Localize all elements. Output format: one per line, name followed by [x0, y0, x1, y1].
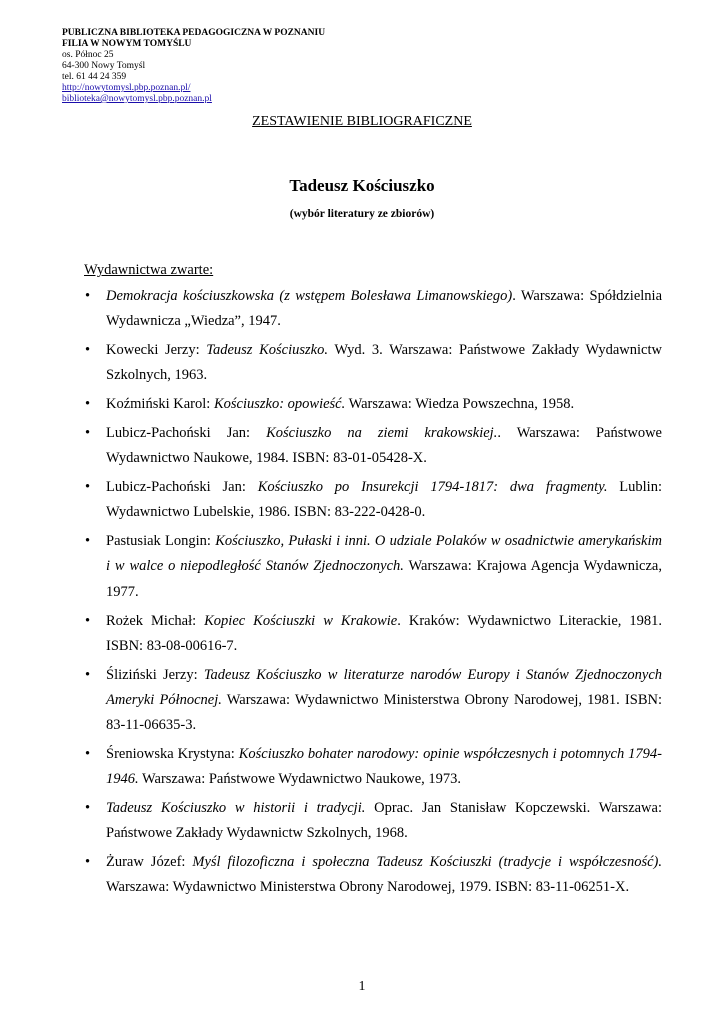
library-header — [62, 28, 325, 105]
bibliography-entry — [84, 338, 662, 388]
entry-title-text: Kopiec Kościuszki w Krakowie — [204, 612, 398, 629]
entry-title-text: Tadeusz Kościuszko w historii i tradycji. — [106, 800, 366, 817]
library-phone: tel. 61 44 24 359 — [62, 72, 127, 82]
library-email-link[interactable]: biblioteka@nowytomysl.pbp.poznan.pl — [62, 94, 212, 104]
entry-title-text: Kościuszko, Pułaski i inni. O udziale Polaków w osadnictwie amerykańskim i w walce o niepodległość Stanów Zjednoczonych. — [106, 533, 662, 575]
entry-title-text: Myśl filozoficzna i społeczna Tadeusz Kościuszki (tradycje i współczesność). — [192, 854, 662, 871]
library-street: os. Północ 25 — [62, 50, 114, 60]
entry-text: . Warszawa: Spółdzielnia Wydawnicza „Wiedza”, 1947. — [106, 288, 662, 330]
document-subtitle: (wybór literatury ze zbiorów) — [289, 208, 435, 220]
library-city: 64-300 Nowy Tomyśl — [62, 61, 146, 71]
entry-title-text: Kościuszko na ziemi krakowskiej. — [266, 425, 498, 442]
entry-title-text: Tadeusz Kościuszko w literaturze narodów Europy i Stanów Zjednoczonych Ameryki Północnej. — [106, 666, 662, 708]
bibliography-entry — [84, 663, 662, 739]
entry-text: Koźmiński Karol: — [106, 396, 214, 413]
entry-text: Wyd. 3. Warszawa: Państwowe Zakłady Wydawnictw Szkolnych, 1963. — [106, 342, 662, 384]
bibliography-entry — [84, 529, 662, 605]
bibliography-entry — [84, 796, 662, 846]
bibliography-entry — [84, 284, 662, 334]
library-name: PUBLICZNA BIBLIOTEKA PEDAGOGICZNA W POZNANIU — [62, 28, 326, 38]
entry-text: Śreniowska Krystyna: — [106, 745, 239, 762]
entry-title-text: Tadeusz Kościuszko. — [206, 342, 328, 359]
entry-text: Warszawa: Wiedza Powszechna, 1958. — [345, 396, 575, 413]
entry-text: Lublin: Wydawnictwo Lubelskie, 1986. ISBN: 83-222-0428-0. — [106, 479, 662, 521]
entry-text: Warszawa: Wydawnictwo Ministerstwa Obrony Narodowej, 1979. ISBN: 83-11-06251-X. — [106, 879, 630, 896]
library-branch: FILIA W NOWYM TOMYŚLU — [62, 39, 192, 49]
entry-text: Warszawa: Państwowe Wydawnictwo Naukowe, 1973. — [138, 771, 462, 788]
entry-text: Warszawa: Wydawnictwo Ministerstwa Obrony Narodowej, 1981. ISBN: 83-11-06635-3. — [106, 691, 662, 734]
entry-title-text: Kościuszko po Insurekcji 1794-1817: dwa fragmenty. — [257, 479, 608, 496]
entry-title-text: Demokracja kościuszkowska (z wstępem Bolesława Limanowskiego) — [106, 288, 513, 304]
bibliography-entry — [84, 850, 662, 900]
bibliography-entry — [84, 475, 662, 525]
entry-title-text: Kościuszko: opowieść. — [213, 396, 346, 413]
entry-text: Lubicz-Pachoński Jan: — [106, 479, 258, 496]
entry-text: Oprac. Jan Stanisław Kopczewski. Warszawa: Państwowe Zakłady Wydawnictw Szkolnych, 1968. — [106, 800, 662, 842]
bibliography-list — [84, 284, 662, 904]
entry-title-text: Kościuszko bohater narodowy: opinie współczesnych i potomnych 1794-1946. — [106, 745, 662, 788]
bibliography-entry — [84, 392, 662, 417]
document-type-heading: ZESTAWIENIE BIBLIOGRAFICZNE — [252, 114, 472, 129]
entry-text: Śliziński Jerzy: — [106, 666, 204, 683]
bibliography-entry — [84, 742, 662, 792]
bibliography-entry — [84, 609, 662, 659]
entry-text: . Warszawa: Państwowe Wydawnictwo Naukowe, 1984. ISBN: 83-01-05428-X. — [106, 425, 662, 467]
entry-text: Lubicz-Pachoński Jan: — [106, 425, 267, 442]
entry-text: . Kraków: Wydawnictwo Literackie, 1981. ISBN: 83-08-00616-7. — [106, 612, 662, 654]
page-number: 1 — [358, 979, 366, 994]
entry-text: Pastusiak Longin: — [106, 533, 216, 550]
entry-text: Żuraw Józef: — [106, 854, 193, 871]
bibliography-entry — [84, 421, 662, 471]
entry-text: Kowecki Jerzy: — [106, 342, 207, 359]
section-heading: Wydawnictwa zwarte: — [84, 262, 214, 278]
entry-text: Warszawa: Krajowa Agencja Wydawnicza, 1977. — [106, 558, 662, 600]
document-title: Tadeusz Kościuszko — [289, 176, 435, 195]
library-website-link[interactable]: http://nowytomysl.pbp.poznan.pl/ — [62, 83, 191, 93]
entry-text: Rożek Michał: — [106, 612, 205, 629]
